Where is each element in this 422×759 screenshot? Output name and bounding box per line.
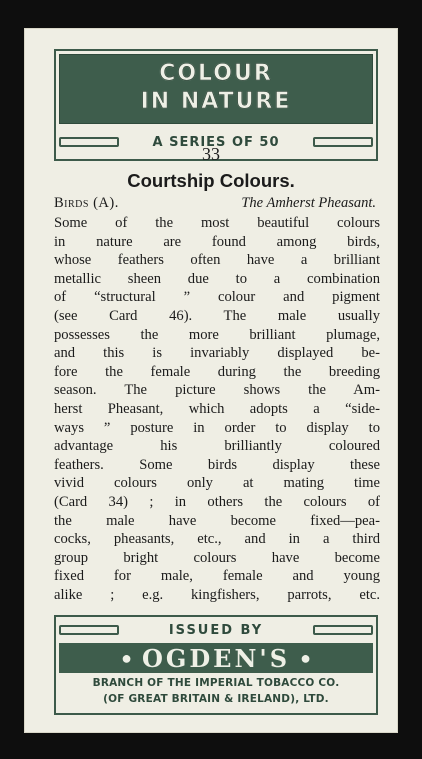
description-line: feathers. Some birds display these — [54, 456, 380, 473]
description-line: of “structural ” colour and pigment — [54, 289, 380, 306]
right-ornament — [313, 625, 373, 635]
series-count: A SERIES OF 50 — [152, 134, 280, 150]
cigarette-card — [24, 28, 398, 733]
card-title: Courtship Colours. — [127, 170, 295, 191]
footer-panel — [54, 615, 378, 715]
title-band — [59, 54, 373, 124]
branch-line-1: BRANCH OF THE IMPERIAL TOBACCO CO. — [92, 677, 340, 689]
issued-row — [59, 620, 373, 640]
description-line: group bright colours have become — [54, 549, 380, 566]
description-line: in nature are found among birds, — [54, 233, 380, 250]
description-text — [54, 214, 380, 604]
subtitle — [54, 195, 376, 212]
description-line: and this is invariably displayed be- — [54, 345, 380, 362]
description-line: ways ” posture in order to display to — [54, 419, 380, 436]
description-line: the male have become fixed—pea- — [54, 512, 380, 529]
left-ornament — [59, 625, 119, 635]
description-line: metallic sheen due to a combination — [54, 270, 380, 287]
description-line: alike ; e.g. kingfishers, parrots, etc. — [54, 586, 380, 603]
dot-ornament: ● — [300, 647, 311, 668]
description-line: fore the female during the breeding — [54, 363, 380, 380]
description-line: cocks, pheasants, etc., and in a third — [54, 531, 380, 548]
card-number: 33 — [202, 144, 220, 164]
issued-by-label: ISSUED BY — [168, 622, 264, 638]
dot-ornament: ● — [121, 647, 132, 668]
series-title-line2: IN NATURE — [140, 89, 292, 114]
brand-band — [59, 643, 373, 673]
category-label: Birds (A). — [54, 195, 119, 211]
description-line: possesses the more brilliant plumage, — [54, 326, 380, 343]
series-title-line1: COLOUR — [159, 61, 273, 86]
description-line: Some of the most beautiful colours — [54, 215, 380, 231]
brand-name: OGDEN'S — [141, 643, 291, 673]
description-line: season. The picture shows the Am- — [54, 382, 380, 399]
description-line: fixed for male, female and young — [54, 568, 380, 585]
species-label: The Amherst Pheasant. — [241, 195, 376, 211]
description-line: (Card 34) ; in others the colours of — [54, 493, 380, 510]
branch-line-2: (OF GREAT BRITAIN & IRELAND), LTD. — [103, 693, 329, 705]
description-line: herst Pheasant, which adopts a “side- — [54, 400, 380, 417]
description-line: advantage his brilliantly coloured — [54, 438, 380, 455]
description-line: whose feathers often have a brilliant — [54, 252, 380, 269]
description-line: (see Card 46). The male usually — [54, 307, 380, 324]
description-line: vivid colours only at mating time — [54, 475, 380, 492]
